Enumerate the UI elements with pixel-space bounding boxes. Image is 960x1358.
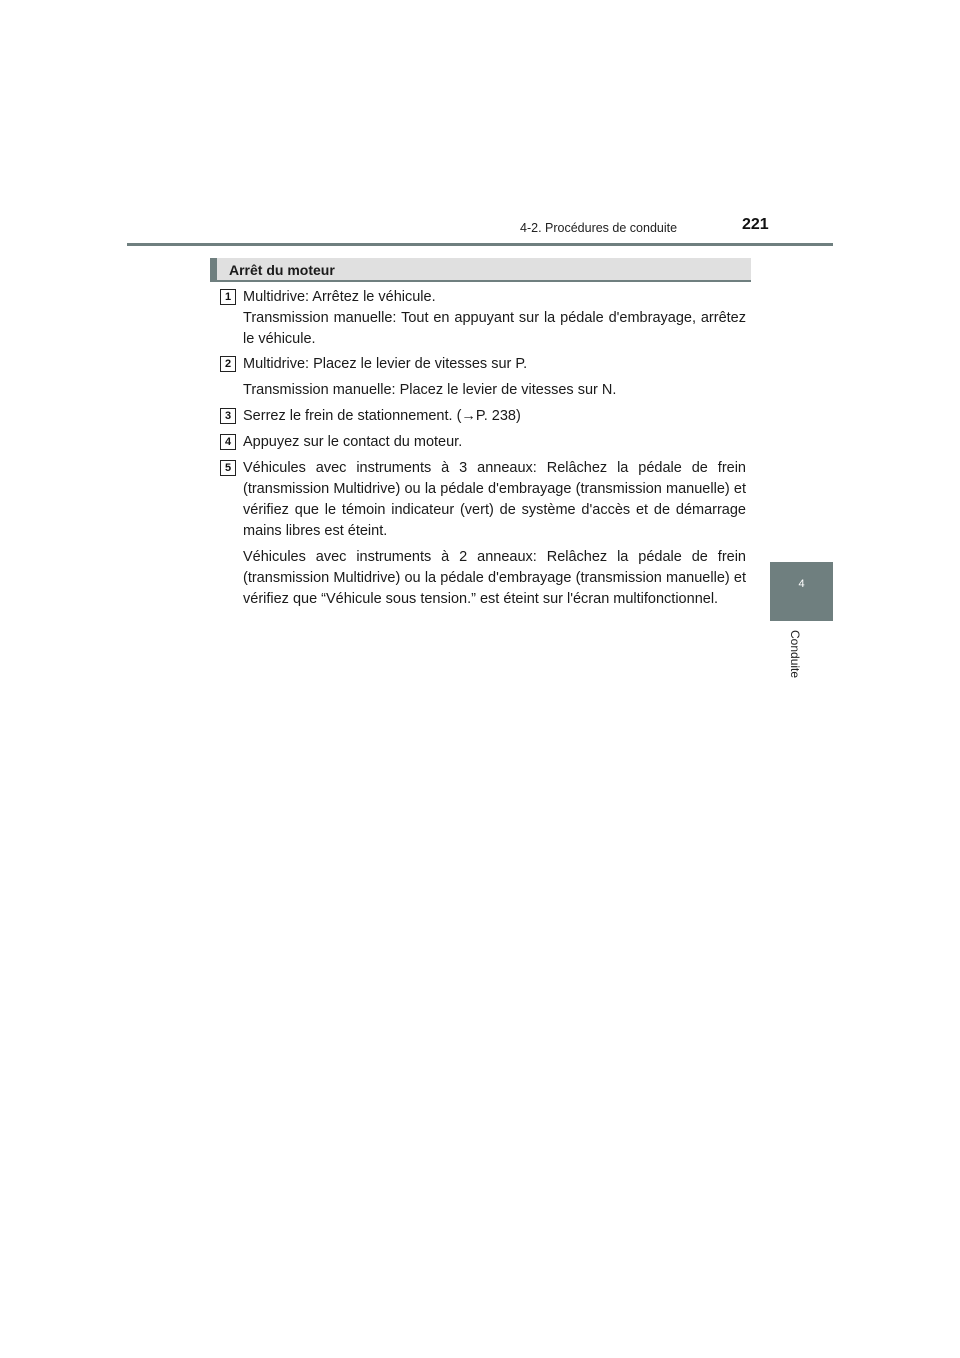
step-2-line-2: Transmission manuelle: Placez le levier de vitesses sur N. (243, 382, 617, 398)
step-number-badge: 5 (220, 460, 236, 476)
step-5-line-1: Véhicules avec instruments à 3 anneaux: Relâchez la pédale de frein (transmission Multidrive) ou la pédale d'embrayage (transmission manuelle) et vérifiez que le témoin indicateur (vert) de système d'accès et de démarrage mains libres est éteint. (243, 460, 746, 539)
step-number-badge: 3 (220, 408, 236, 424)
chapter-tab (770, 562, 833, 621)
step-1-line-2: Transmission manuelle: Tout en appuyant sur la pédale d'embrayage, arrêtez le véhicule. (243, 310, 746, 347)
step-number-badge: 2 (220, 356, 236, 372)
step-number-badge: 1 (220, 289, 236, 305)
chapter-label: Conduite (788, 630, 802, 679)
step-5-line-2: Véhicules avec instruments à 2 anneaux: Relâchez la pédale de frein (transmission Multidrive) ou la pédale d'embrayage (transmission manuelle) et vérifiez que “Véhicule sous tension.” est éteint sur l'écran multifonctionnel. (243, 549, 746, 607)
step-4-line-1: Appuyez sur le contact du moteur. (243, 434, 463, 450)
chapter-number: 4 (798, 578, 805, 590)
step-number-badge: 4 (220, 434, 236, 450)
page-number: 221 (742, 216, 769, 233)
running-header-section: 4-2. Procédures de conduite (520, 221, 678, 235)
step-1-line-1: Multidrive: Arrêtez le véhicule. (243, 289, 436, 305)
section-title: Arrêt du moteur (229, 262, 335, 278)
section-heading-bar (210, 258, 751, 282)
step-3-line-1: Serrez le frein de stationnement. (→P. 238) (243, 408, 521, 424)
header-divider (127, 243, 833, 246)
step-2-line-1: Multidrive: Placez le levier de vitesses sur P. (243, 356, 528, 372)
